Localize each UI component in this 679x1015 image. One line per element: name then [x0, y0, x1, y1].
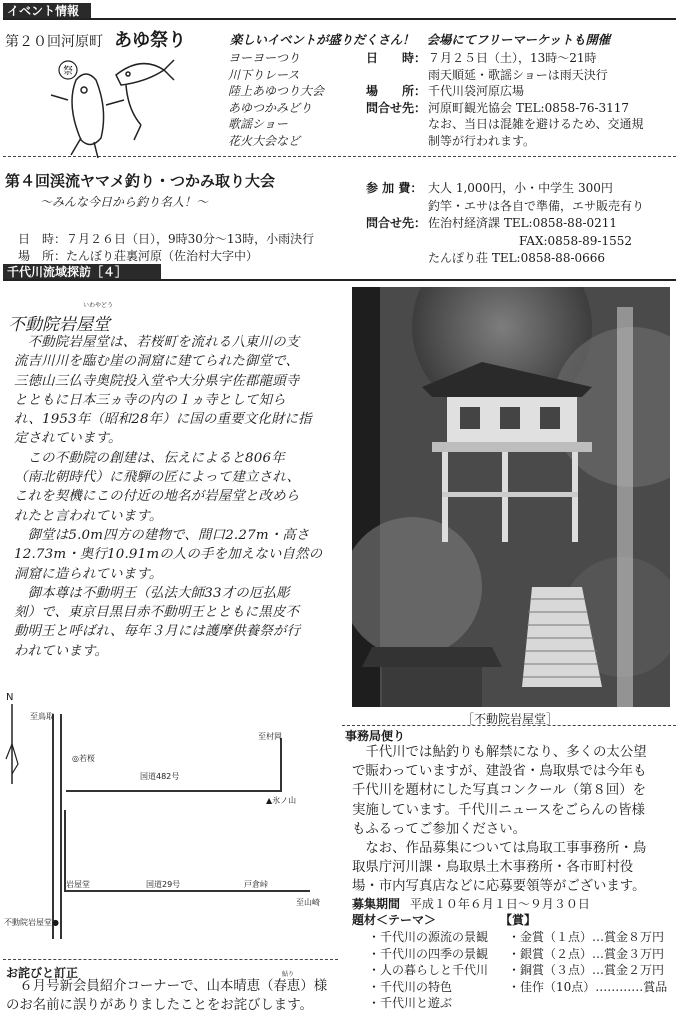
fish-tag: 祭 [63, 66, 73, 77]
article-title: 不動院岩屋堂 [8, 315, 110, 335]
office-line: 千代川では鮎釣りも解禁になり、多くの太公望 [352, 745, 647, 760]
article-line: 洞窟に造られています。 [14, 566, 163, 582]
period-label: 募集期間 [352, 897, 401, 911]
north-arrow-icon [2, 704, 22, 784]
article-line: 刻）で、東京目黒目赤不動明王とともに黒皮不 [14, 605, 300, 621]
theme-label: 題材＜テーマ＞ [352, 913, 437, 927]
ayu-tagline: 楽しいイベントが盛りだくさん！ 会場にてフリーマーケットも開催 [230, 32, 611, 47]
info-value: ７月２５日（土），13時〜21時 [428, 51, 597, 65]
article-line: 不動院岩屋堂は、若桜町を流れる八東川の支 [14, 335, 300, 350]
article-line: これを契機にこの付近の地名が岩屋堂と改めら [14, 489, 300, 505]
contact: FAX:0858-89-1552 [519, 233, 632, 248]
fee-note: 釣竿・エサは各自で準備，エサ販売有り [428, 198, 645, 213]
ayu-title [5, 26, 186, 52]
divider [3, 18, 676, 20]
yamame-date: 日 時：７月２６日（日），9時30分〜13時，小雨決行 [18, 232, 315, 246]
article-line: 流吉川川を臨む崖の洞窟に建てられた御堂で、 [14, 354, 300, 370]
access-map [0, 690, 340, 942]
article-body [14, 333, 322, 661]
office-line: で賑わっていますが、建設省・鳥取県では今年も [352, 764, 647, 780]
office-line: もふるってご参加ください。 [352, 821, 527, 837]
prize-item: ・佳作（10点）…………賞品 [508, 979, 668, 994]
event-item: 花火大会など [228, 133, 301, 148]
theme-item: ・千代川の特色 [368, 979, 453, 994]
theme-item: ・人の暮らしと千代川 [368, 963, 489, 978]
fish-illustration [46, 50, 176, 160]
map-road [280, 738, 282, 792]
theme-item: ・千代川の四季の景観 [368, 946, 489, 961]
article-line: われています。 [14, 643, 109, 659]
map-label-tokuraoka: 戸倉峠 [244, 880, 268, 889]
yamame-subtitle: 〜みんな今日から釣り名人！〜 [40, 195, 209, 209]
map-road [66, 890, 310, 892]
north-label: N [6, 692, 14, 703]
map-label-fudoin: 不動院岩屋堂● [4, 918, 59, 927]
fee-label: 参 加 費： [366, 181, 423, 195]
theme-list [368, 929, 488, 1012]
divider [3, 156, 676, 157]
article-line: 動明王と呼ばれ、毎年３月には護摩供養祭が行 [14, 624, 301, 640]
office-line: なお、作品募集については鳥取工事事務所・鳥 [352, 841, 647, 857]
prize-item: ・銀賞（２点）…賞金３万円 [508, 946, 665, 961]
fee: 大人 1,000円，小・中学生 300円 [428, 181, 613, 195]
office-line: 千代川を題材にした写真コンクール（第８回）を [352, 783, 647, 799]
apology-line: のお名前に誤りがありましたことをお詫びします。 [6, 998, 313, 1014]
apology-line: ６月号新会員紹介コーナーで、山本晴恵（春恵）様 [6, 979, 328, 994]
section-header: イベント情報 [3, 3, 91, 19]
contact-label: 問合せ先： [366, 216, 427, 231]
prize-list [508, 929, 667, 995]
office-title: 事務局便り [345, 729, 406, 743]
map-label-tottori: 至鳥取 [30, 712, 54, 721]
info-value: なお、当日は混雑を避けるため、交通規 [428, 117, 644, 132]
ayu-info [366, 50, 644, 150]
apology-body [6, 977, 327, 1015]
info-label: 場 所： [366, 84, 427, 99]
article-line: 御本尊は不動明王（弘法大師33才の厄払彫 [14, 585, 290, 601]
series-header: 千代川流域探訪［４］ [3, 264, 161, 280]
event-item: 川下りレース [228, 67, 300, 82]
theme-item: ・千代川の源流の景観 [368, 930, 489, 944]
map-road [52, 714, 54, 939]
map-road [60, 714, 62, 939]
map-label-yamazaki: 至山崎 [296, 898, 320, 907]
article-ruby: いわやどう [83, 302, 114, 309]
map-label-muraoka: 至村岡 [258, 732, 282, 741]
office-line: 取県庁河川課・鳥取県土木事務所・各市町村役 [352, 860, 634, 876]
temple-photo [352, 287, 670, 707]
divider [3, 959, 338, 960]
info-value: 雨天順延・歌謡ショーは雨天決行 [428, 67, 608, 82]
info-value: 制等が行われます。 [428, 133, 536, 148]
article-line: この不動院の創建は、伝えによると806年 [14, 450, 285, 466]
article-line: れたと言われています。 [14, 508, 163, 524]
prize-item: ・銅賞（３点）…賞金２万円 [508, 963, 665, 978]
event-item: 陸上あゆつり大会 [228, 84, 325, 99]
event-item: ヨーヨーつり [228, 51, 301, 65]
office-period [352, 897, 590, 912]
article-line: 御堂は5.0m四方の建物で、間口2.27m・高さ [14, 527, 310, 543]
apology-ruby: 鮎り [282, 971, 295, 978]
info-label: 問合せ先： [366, 100, 427, 115]
info-value: 千代川袋河原広場 [428, 84, 525, 99]
map-label-route482: 国道482号 [140, 772, 180, 781]
apology-title: お詫びと訂正 [6, 966, 79, 980]
prize-label: 【賞】 [500, 913, 537, 927]
ayu-title-b: あゆ祭り [114, 30, 187, 51]
map-label-wakasa: ◎若桜 [72, 754, 95, 763]
map-label-hyonosen: ▲氷ノ山 [266, 796, 297, 805]
article-line: とともに日本三ヵ寺の内の１ヵ寺として知ら [14, 392, 286, 408]
info-value: 河原町観光協会 TEL:0858-76-3117 [428, 100, 630, 115]
info-label: 日 時： [366, 51, 427, 65]
prize-item: ・金賞（１点）…賞金８万円 [508, 930, 665, 944]
article-line: れ、1953年（昭和28年）に国の重要文化財に指 [14, 412, 312, 428]
contact: 佐治村経済課 TEL:0858-88-0211 [428, 216, 618, 231]
office-line: 場・市内写真店などに応募要領等がございます。 [352, 879, 646, 895]
map-label-iwayado: 岩屋堂 [66, 880, 90, 889]
event-item: あゆつかみどり [228, 100, 313, 115]
theme-item: ・千代川と遊ぶ [368, 996, 453, 1011]
period-value: 平成１０年６月１日〜９月３０日 [409, 897, 590, 911]
yamame-title: 第４回渓流ヤマメ釣り・つかみ取り大会 [5, 172, 276, 190]
article-line: 定されています。 [14, 431, 122, 447]
map-label-route29: 国道29号 [146, 880, 181, 889]
yamame-place: 場 所：たんぼり荘裏河原（佐治村大字中） [18, 249, 259, 263]
yamame-info [366, 180, 644, 268]
office-line: 実施しています。千代川ニュースをごらんの皆様 [352, 802, 645, 818]
contact: たんぽり荘 TEL:0858-88-0666 [428, 251, 606, 266]
ayu-events-list [228, 50, 324, 150]
office-body [352, 743, 647, 897]
map-road [66, 790, 280, 792]
event-item: 歌謡ショー [228, 117, 288, 132]
article-line: 12.73m・奥行10.91mの人の手を加えない自然の [14, 547, 323, 563]
article-line: 三徳山三仏寺奥院投入堂や大分県宇佐郡龍頭寺 [14, 373, 300, 389]
ayu-title-a: 第２０回河原町 [5, 34, 103, 50]
divider [342, 725, 676, 726]
article-line: （南北朝時代）に飛騨の匠によって建立され、 [14, 470, 301, 486]
divider [3, 279, 676, 281]
photo-caption: ［不動院岩屋堂］ [462, 712, 559, 726]
